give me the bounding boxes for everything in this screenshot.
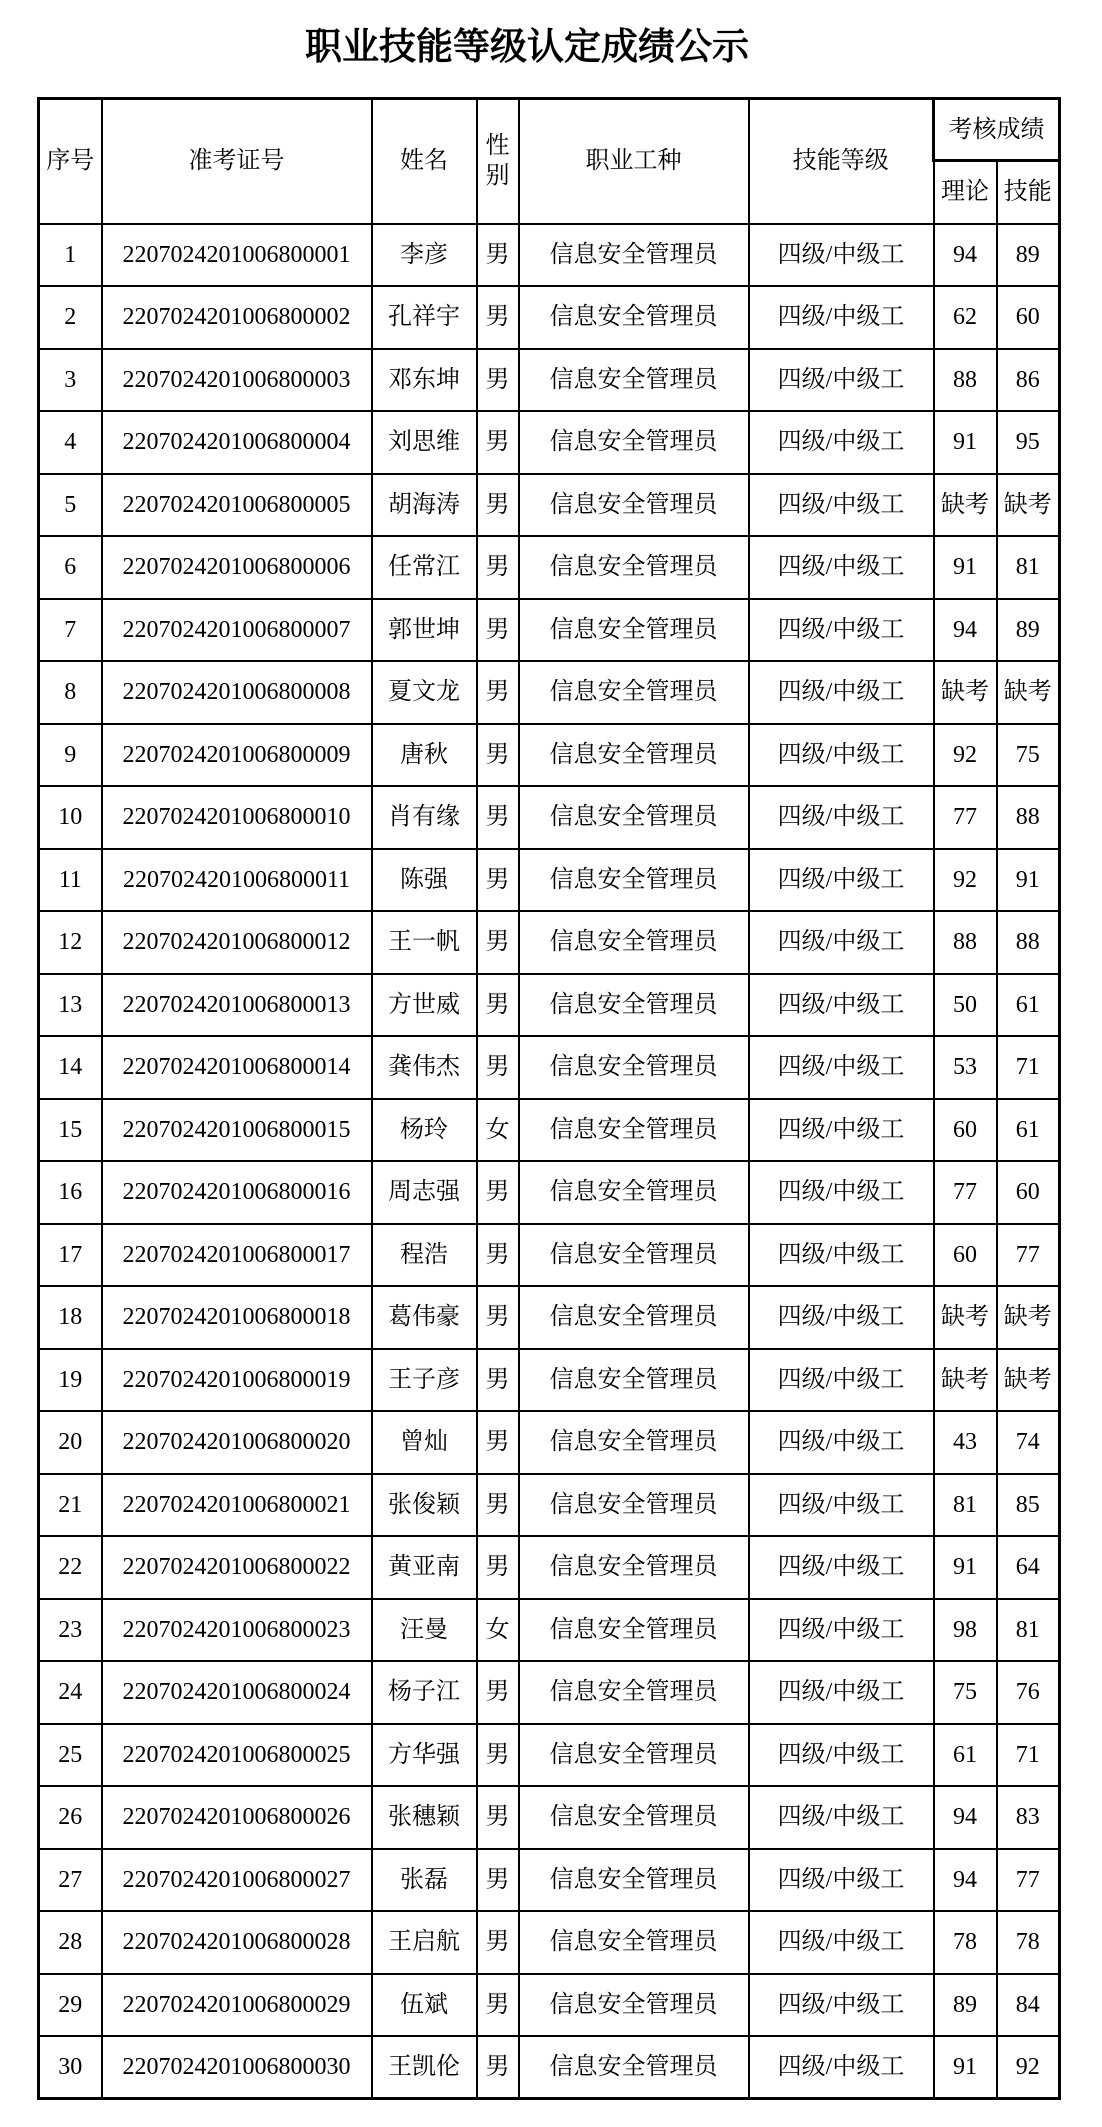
- cell-index: 16: [39, 1161, 102, 1224]
- cell-index: 8: [39, 661, 102, 724]
- cell-ticket: 2207024201006800016: [102, 1161, 372, 1224]
- table-row: [39, 411, 1060, 474]
- cell-theory-score: 77: [934, 786, 997, 849]
- header-theory: 理论: [934, 161, 997, 224]
- cell-occupation: 信息安全管理员: [519, 536, 749, 599]
- cell-theory-score: 75: [934, 1661, 997, 1724]
- cell-gender: 男: [477, 2036, 519, 2099]
- cell-theory-score: 91: [934, 2036, 997, 2099]
- cell-theory-score: 92: [934, 724, 997, 787]
- cell-name: 王凯伦: [372, 2036, 477, 2099]
- cell-theory-score: 78: [934, 1911, 997, 1974]
- cell-gender: 男: [477, 1411, 519, 1474]
- cell-ticket: 2207024201006800001: [102, 224, 372, 287]
- cell-gender: 男: [477, 1724, 519, 1787]
- cell-index: 27: [39, 1849, 102, 1912]
- cell-level: 四级/中级工: [749, 411, 934, 474]
- cell-skill-score: 95: [997, 411, 1060, 474]
- table-row: [39, 1536, 1060, 1599]
- cell-index: 17: [39, 1224, 102, 1287]
- table-row: [39, 474, 1060, 537]
- cell-skill-score: 86: [997, 349, 1060, 412]
- cell-skill-score: 83: [997, 1786, 1060, 1849]
- cell-index: 24: [39, 1661, 102, 1724]
- header-gender: 性别: [477, 99, 519, 224]
- cell-name: 邓东坤: [372, 349, 477, 412]
- cell-occupation: 信息安全管理员: [519, 1849, 749, 1912]
- cell-index: 29: [39, 1974, 102, 2037]
- cell-theory-score: 94: [934, 1849, 997, 1912]
- cell-ticket: 2207024201006800021: [102, 1474, 372, 1537]
- cell-occupation: 信息安全管理员: [519, 1099, 749, 1162]
- cell-skill-score: 89: [997, 224, 1060, 287]
- cell-index: 5: [39, 474, 102, 537]
- cell-name: 刘思维: [372, 411, 477, 474]
- cell-skill-score: 61: [997, 1099, 1060, 1162]
- cell-ticket: 2207024201006800003: [102, 349, 372, 412]
- cell-index: 30: [39, 2036, 102, 2099]
- header-name: 姓名: [372, 99, 477, 224]
- cell-ticket: 2207024201006800008: [102, 661, 372, 724]
- cell-occupation: 信息安全管理员: [519, 411, 749, 474]
- cell-level: 四级/中级工: [749, 474, 934, 537]
- cell-name: 方世威: [372, 974, 477, 1037]
- table-row: [39, 849, 1060, 912]
- cell-index: 28: [39, 1911, 102, 1974]
- cell-gender: 男: [477, 536, 519, 599]
- cell-level: 四级/中级工: [749, 1911, 934, 1974]
- cell-name: 葛伟豪: [372, 1286, 477, 1349]
- cell-skill-score: 缺考: [997, 1349, 1060, 1412]
- cell-level: 四级/中级工: [749, 599, 934, 662]
- cell-name: 王子彦: [372, 1349, 477, 1412]
- cell-occupation: 信息安全管理员: [519, 1474, 749, 1537]
- table-row: [39, 661, 1060, 724]
- cell-gender: 男: [477, 1849, 519, 1912]
- table-row: [39, 1911, 1060, 1974]
- cell-gender: 男: [477, 1036, 519, 1099]
- cell-occupation: 信息安全管理员: [519, 1224, 749, 1287]
- cell-name: 张磊: [372, 1849, 477, 1912]
- table-row: [39, 599, 1060, 662]
- cell-occupation: 信息安全管理员: [519, 1286, 749, 1349]
- cell-ticket: 2207024201006800017: [102, 1224, 372, 1287]
- header-occupation: 职业工种: [519, 99, 749, 224]
- table-row: [39, 349, 1060, 412]
- table-row: [39, 724, 1060, 787]
- cell-occupation: 信息安全管理员: [519, 1786, 749, 1849]
- cell-index: 13: [39, 974, 102, 1037]
- table-row: [39, 1036, 1060, 1099]
- cell-name: 黄亚南: [372, 1536, 477, 1599]
- cell-gender: 男: [477, 411, 519, 474]
- cell-occupation: 信息安全管理员: [519, 474, 749, 537]
- header-index: 序号: [39, 99, 102, 224]
- cell-level: 四级/中级工: [749, 1536, 934, 1599]
- cell-gender: 男: [477, 786, 519, 849]
- cell-name: 伍斌: [372, 1974, 477, 2037]
- score-table: [37, 97, 1061, 2100]
- table-row: [39, 1974, 1060, 2037]
- cell-name: 张俊颖: [372, 1474, 477, 1537]
- cell-theory-score: 50: [934, 974, 997, 1037]
- cell-gender: 男: [477, 1911, 519, 1974]
- cell-theory-score: 94: [934, 1786, 997, 1849]
- cell-ticket: 2207024201006800009: [102, 724, 372, 787]
- cell-occupation: 信息安全管理员: [519, 786, 749, 849]
- table-row: [39, 1474, 1060, 1537]
- table-row: [39, 786, 1060, 849]
- table-row: [39, 1661, 1060, 1724]
- cell-level: 四级/中级工: [749, 1349, 934, 1412]
- cell-level: 四级/中级工: [749, 2036, 934, 2099]
- cell-index: 19: [39, 1349, 102, 1412]
- cell-gender: 女: [477, 1099, 519, 1162]
- cell-name: 李彦: [372, 224, 477, 287]
- cell-name: 方华强: [372, 1724, 477, 1787]
- cell-index: 3: [39, 349, 102, 412]
- table-row: [39, 286, 1060, 349]
- table-row: [39, 1161, 1060, 1224]
- header-score-group: 考核成绩: [934, 99, 1060, 161]
- cell-theory-score: 缺考: [934, 1349, 997, 1412]
- cell-ticket: 2207024201006800014: [102, 1036, 372, 1099]
- table-row: [39, 224, 1060, 287]
- cell-level: 四级/中级工: [749, 661, 934, 724]
- cell-gender: 男: [477, 849, 519, 912]
- cell-ticket: 2207024201006800029: [102, 1974, 372, 2037]
- cell-name: 孔祥宇: [372, 286, 477, 349]
- cell-occupation: 信息安全管理员: [519, 849, 749, 912]
- table-row: [39, 1599, 1060, 1662]
- cell-level: 四级/中级工: [749, 1724, 934, 1787]
- cell-ticket: 2207024201006800011: [102, 849, 372, 912]
- cell-name: 陈强: [372, 849, 477, 912]
- cell-level: 四级/中级工: [749, 286, 934, 349]
- cell-index: 21: [39, 1474, 102, 1537]
- cell-theory-score: 缺考: [934, 1286, 997, 1349]
- cell-theory-score: 91: [934, 1536, 997, 1599]
- table-row: [39, 974, 1060, 1037]
- cell-gender: 男: [477, 1286, 519, 1349]
- cell-name: 郭世坤: [372, 599, 477, 662]
- cell-index: 7: [39, 599, 102, 662]
- cell-gender: 男: [477, 1786, 519, 1849]
- cell-name: 王启航: [372, 1911, 477, 1974]
- cell-gender: 男: [477, 911, 519, 974]
- cell-occupation: 信息安全管理员: [519, 724, 749, 787]
- cell-ticket: 2207024201006800030: [102, 2036, 372, 2099]
- cell-level: 四级/中级工: [749, 1474, 934, 1537]
- cell-gender: 男: [477, 1349, 519, 1412]
- cell-occupation: 信息安全管理员: [519, 1411, 749, 1474]
- cell-theory-score: 91: [934, 536, 997, 599]
- cell-level: 四级/中级工: [749, 1849, 934, 1912]
- table-row: [39, 1724, 1060, 1787]
- cell-occupation: 信息安全管理员: [519, 974, 749, 1037]
- table-row: [39, 1786, 1060, 1849]
- cell-theory-score: 91: [934, 411, 997, 474]
- cell-name: 杨子江: [372, 1661, 477, 1724]
- table-row: [39, 1349, 1060, 1412]
- cell-index: 4: [39, 411, 102, 474]
- cell-occupation: 信息安全管理员: [519, 224, 749, 287]
- cell-theory-score: 89: [934, 1974, 997, 2037]
- cell-level: 四级/中级工: [749, 1786, 934, 1849]
- cell-ticket: 2207024201006800018: [102, 1286, 372, 1349]
- cell-skill-score: 61: [997, 974, 1060, 1037]
- cell-occupation: 信息安全管理员: [519, 1161, 749, 1224]
- cell-skill-score: 85: [997, 1474, 1060, 1537]
- cell-theory-score: 77: [934, 1161, 997, 1224]
- cell-skill-score: 88: [997, 911, 1060, 974]
- cell-theory-score: 88: [934, 349, 997, 412]
- cell-gender: 男: [477, 286, 519, 349]
- cell-level: 四级/中级工: [749, 974, 934, 1037]
- cell-skill-score: 78: [997, 1911, 1060, 1974]
- cell-theory-score: 92: [934, 849, 997, 912]
- cell-name: 王一帆: [372, 911, 477, 974]
- cell-occupation: 信息安全管理员: [519, 349, 749, 412]
- cell-index: 20: [39, 1411, 102, 1474]
- cell-gender: 男: [477, 974, 519, 1037]
- cell-name: 杨玲: [372, 1099, 477, 1162]
- cell-occupation: 信息安全管理员: [519, 1536, 749, 1599]
- cell-index: 10: [39, 786, 102, 849]
- cell-skill-score: 缺考: [997, 474, 1060, 537]
- cell-theory-score: 88: [934, 911, 997, 974]
- cell-index: 15: [39, 1099, 102, 1162]
- header-ticket: 准考证号: [102, 99, 372, 224]
- cell-occupation: 信息安全管理员: [519, 1724, 749, 1787]
- cell-occupation: 信息安全管理员: [519, 1661, 749, 1724]
- cell-skill-score: 88: [997, 786, 1060, 849]
- cell-index: 22: [39, 1536, 102, 1599]
- header-skill: 技能: [997, 161, 1060, 224]
- cell-gender: 男: [477, 599, 519, 662]
- cell-theory-score: 81: [934, 1474, 997, 1537]
- cell-gender: 男: [477, 224, 519, 287]
- cell-index: 12: [39, 911, 102, 974]
- cell-ticket: 2207024201006800002: [102, 286, 372, 349]
- cell-theory-score: 53: [934, 1036, 997, 1099]
- cell-skill-score: 71: [997, 1724, 1060, 1787]
- table-row: [39, 1224, 1060, 1287]
- cell-level: 四级/中级工: [749, 1599, 934, 1662]
- cell-name: 曾灿: [372, 1411, 477, 1474]
- cell-theory-score: 98: [934, 1599, 997, 1662]
- cell-skill-score: 77: [997, 1224, 1060, 1287]
- cell-skill-score: 74: [997, 1411, 1060, 1474]
- cell-index: 1: [39, 224, 102, 287]
- cell-occupation: 信息安全管理员: [519, 599, 749, 662]
- cell-index: 25: [39, 1724, 102, 1787]
- cell-skill-score: 缺考: [997, 661, 1060, 724]
- cell-occupation: 信息安全管理员: [519, 1599, 749, 1662]
- cell-occupation: 信息安全管理员: [519, 2036, 749, 2099]
- cell-name: 程浩: [372, 1224, 477, 1287]
- cell-ticket: 2207024201006800019: [102, 1349, 372, 1412]
- cell-skill-score: 92: [997, 2036, 1060, 2099]
- cell-skill-score: 89: [997, 599, 1060, 662]
- cell-level: 四级/中级工: [749, 911, 934, 974]
- cell-name: 张穗颖: [372, 1786, 477, 1849]
- cell-skill-score: 71: [997, 1036, 1060, 1099]
- cell-name: 任常江: [372, 536, 477, 599]
- cell-ticket: 2207024201006800005: [102, 474, 372, 537]
- cell-gender: 男: [477, 661, 519, 724]
- cell-name: 肖有缘: [372, 786, 477, 849]
- cell-gender: 男: [477, 724, 519, 787]
- cell-occupation: 信息安全管理员: [519, 1911, 749, 1974]
- cell-name: 夏文龙: [372, 661, 477, 724]
- table-row: [39, 911, 1060, 974]
- cell-ticket: 2207024201006800027: [102, 1849, 372, 1912]
- cell-level: 四级/中级工: [749, 349, 934, 412]
- cell-level: 四级/中级工: [749, 1661, 934, 1724]
- cell-occupation: 信息安全管理员: [519, 1349, 749, 1412]
- cell-skill-score: 84: [997, 1974, 1060, 2037]
- cell-gender: 女: [477, 1599, 519, 1662]
- cell-skill-score: 缺考: [997, 1286, 1060, 1349]
- cell-occupation: 信息安全管理员: [519, 661, 749, 724]
- cell-index: 18: [39, 1286, 102, 1349]
- cell-level: 四级/中级工: [749, 1036, 934, 1099]
- cell-gender: 男: [477, 1974, 519, 2037]
- table-row: [39, 2036, 1060, 2099]
- cell-skill-score: 64: [997, 1536, 1060, 1599]
- cell-gender: 男: [477, 1536, 519, 1599]
- cell-level: 四级/中级工: [749, 1411, 934, 1474]
- table-row: [39, 1099, 1060, 1162]
- cell-level: 四级/中级工: [749, 786, 934, 849]
- cell-index: 2: [39, 286, 102, 349]
- cell-ticket: 2207024201006800025: [102, 1724, 372, 1787]
- cell-level: 四级/中级工: [749, 1224, 934, 1287]
- cell-ticket: 2207024201006800006: [102, 536, 372, 599]
- cell-name: 周志强: [372, 1161, 477, 1224]
- cell-theory-score: 缺考: [934, 474, 997, 537]
- cell-gender: 男: [477, 1161, 519, 1224]
- cell-theory-score: 94: [934, 224, 997, 287]
- cell-skill-score: 91: [997, 849, 1060, 912]
- cell-level: 四级/中级工: [749, 1286, 934, 1349]
- cell-level: 四级/中级工: [749, 536, 934, 599]
- cell-skill-score: 60: [997, 1161, 1060, 1224]
- cell-level: 四级/中级工: [749, 724, 934, 787]
- cell-name: 胡海涛: [372, 474, 477, 537]
- cell-occupation: 信息安全管理员: [519, 1036, 749, 1099]
- cell-index: 23: [39, 1599, 102, 1662]
- cell-gender: 男: [477, 474, 519, 537]
- cell-occupation: 信息安全管理员: [519, 1974, 749, 2037]
- cell-skill-score: 81: [997, 1599, 1060, 1662]
- cell-skill-score: 60: [997, 286, 1060, 349]
- cell-theory-score: 60: [934, 1099, 997, 1162]
- table-row: [39, 536, 1060, 599]
- cell-theory-score: 62: [934, 286, 997, 349]
- table-row: [39, 1411, 1060, 1474]
- cell-level: 四级/中级工: [749, 224, 934, 287]
- cell-skill-score: 81: [997, 536, 1060, 599]
- cell-index: 6: [39, 536, 102, 599]
- cell-index: 26: [39, 1786, 102, 1849]
- cell-occupation: 信息安全管理员: [519, 911, 749, 974]
- cell-gender: 男: [477, 1661, 519, 1724]
- cell-index: 9: [39, 724, 102, 787]
- cell-ticket: 2207024201006800024: [102, 1661, 372, 1724]
- cell-ticket: 2207024201006800028: [102, 1911, 372, 1974]
- cell-ticket: 2207024201006800013: [102, 974, 372, 1037]
- cell-skill-score: 76: [997, 1661, 1060, 1724]
- cell-ticket: 2207024201006800010: [102, 786, 372, 849]
- cell-skill-score: 77: [997, 1849, 1060, 1912]
- cell-theory-score: 94: [934, 599, 997, 662]
- cell-ticket: 2207024201006800007: [102, 599, 372, 662]
- cell-gender: 男: [477, 1224, 519, 1287]
- cell-level: 四级/中级工: [749, 1161, 934, 1224]
- cell-theory-score: 43: [934, 1411, 997, 1474]
- cell-level: 四级/中级工: [749, 1974, 934, 2037]
- cell-index: 14: [39, 1036, 102, 1099]
- cell-occupation: 信息安全管理员: [519, 286, 749, 349]
- cell-index: 11: [39, 849, 102, 912]
- table-row: [39, 1849, 1060, 1912]
- cell-gender: 男: [477, 1474, 519, 1537]
- cell-theory-score: 60: [934, 1224, 997, 1287]
- cell-skill-score: 75: [997, 724, 1060, 787]
- page-title: 职业技能等级认定成绩公示: [305, 25, 749, 68]
- cell-ticket: 2207024201006800015: [102, 1099, 372, 1162]
- cell-name: 汪曼: [372, 1599, 477, 1662]
- cell-level: 四级/中级工: [749, 1099, 934, 1162]
- cell-theory-score: 缺考: [934, 661, 997, 724]
- cell-ticket: 2207024201006800022: [102, 1536, 372, 1599]
- cell-name: 龚伟杰: [372, 1036, 477, 1099]
- cell-gender: 男: [477, 349, 519, 412]
- cell-ticket: 2207024201006800023: [102, 1599, 372, 1662]
- cell-name: 唐秋: [372, 724, 477, 787]
- cell-ticket: 2207024201006800012: [102, 911, 372, 974]
- cell-ticket: 2207024201006800026: [102, 1786, 372, 1849]
- header-level: 技能等级: [749, 99, 934, 224]
- cell-ticket: 2207024201006800004: [102, 411, 372, 474]
- cell-level: 四级/中级工: [749, 849, 934, 912]
- table-row: [39, 1286, 1060, 1349]
- cell-theory-score: 61: [934, 1724, 997, 1787]
- cell-ticket: 2207024201006800020: [102, 1411, 372, 1474]
